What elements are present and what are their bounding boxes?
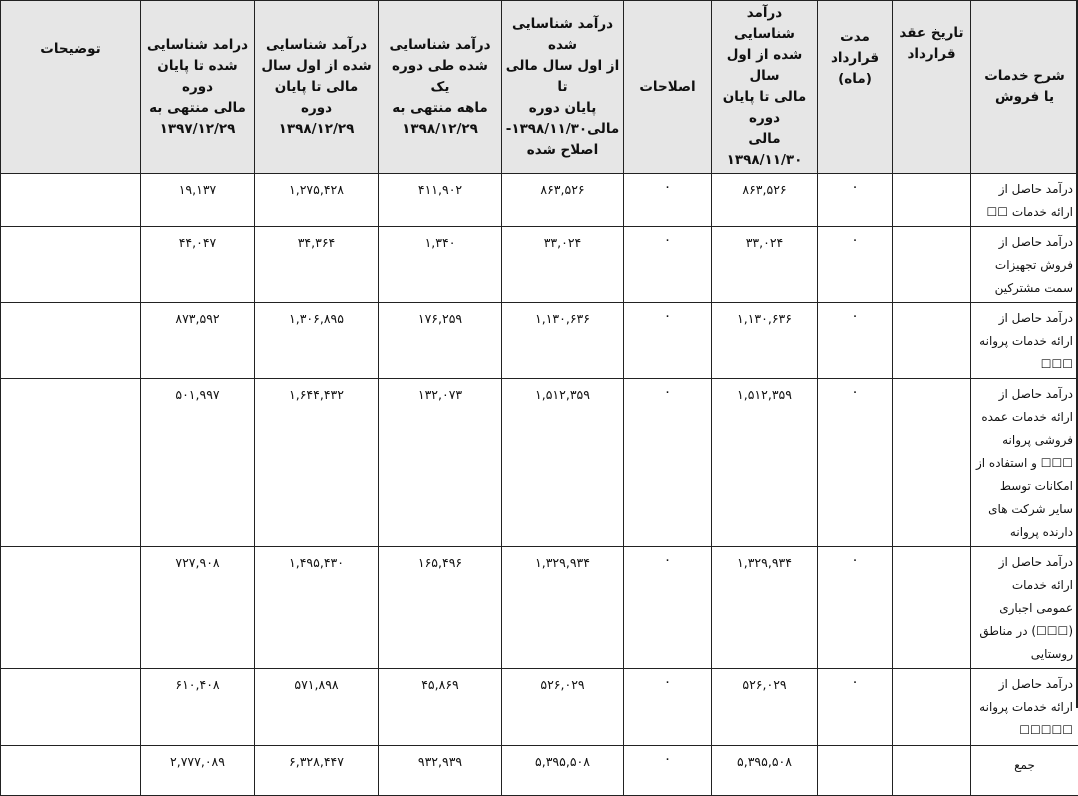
row-ytd-1398-11-30: ۳۳,۰۲۴	[712, 227, 818, 303]
row-adjustments: ۰	[624, 303, 712, 379]
row-ytd-adjusted: ۵۲۶,۰۲۹	[502, 669, 624, 746]
row-ytd-1398-12-29: ۱,۴۹۵,۴۳۰	[255, 547, 379, 669]
row-adjustments: ۰	[624, 174, 712, 227]
row-ytd-1398-11-30: ۱,۳۲۹,۹۳۴	[712, 547, 818, 669]
header-row	[1, 1, 1078, 174]
row-ytd-adjusted: ۳۳,۰۲۴	[502, 227, 624, 303]
total-adjustments: ۰	[624, 746, 712, 796]
header-description: شرح خدمات یا فروش	[971, 1, 1078, 174]
row-notes	[1, 547, 141, 669]
row-ytd-adjusted: ۱,۱۳۰,۶۳۶	[502, 303, 624, 379]
row-contract-date	[893, 303, 971, 379]
table-row	[1, 174, 1078, 227]
table-row	[1, 547, 1078, 669]
header-notes: توضیحات	[1, 1, 141, 174]
row-ytd-1398-11-30: ۵۲۶,۰۲۹	[712, 669, 818, 746]
row-description: درآمد حاصل از ارائه خدمات ☐☐	[971, 174, 1078, 227]
row-notes	[1, 227, 141, 303]
row-description: درآمد حاصل از فروش تجهیزات سمت مشترکین	[971, 227, 1078, 303]
header-contract-date: تاریخ عقد قرارداد	[893, 1, 971, 174]
total-duration	[818, 746, 893, 796]
row-notes	[1, 379, 141, 547]
row-to-1397-12-29: ۴۴,۰۴۷	[141, 227, 255, 303]
row-ytd-1398-11-30: ۸۶۳,۵۲۶	[712, 174, 818, 227]
row-month-1398-12-29: ۱۷۶,۲۵۹	[379, 303, 502, 379]
row-ytd-1398-12-29: ۳۴,۳۶۴	[255, 227, 379, 303]
row-month-1398-12-29: ۴۱۱,۹۰۲	[379, 174, 502, 227]
row-ytd-1398-11-30: ۱,۱۳۰,۶۳۶	[712, 303, 818, 379]
row-to-1397-12-29: ۵۰۱,۹۹۷	[141, 379, 255, 547]
row-notes	[1, 303, 141, 379]
row-month-1398-12-29: ۴۵,۸۶۹	[379, 669, 502, 746]
row-duration: ۰	[818, 227, 893, 303]
row-duration: ۰	[818, 547, 893, 669]
header-month-1398-12-29: درآمد شناسایی شده طی دوره یک ماهه منتهی به ۱۳۹۸/۱۲/۲۹	[379, 1, 502, 174]
row-to-1397-12-29: ۱۹,۱۳۷	[141, 174, 255, 227]
row-adjustments: ۰	[624, 669, 712, 746]
table-row	[1, 669, 1078, 746]
row-adjustments: ۰	[624, 227, 712, 303]
header-ytd-adjusted: درآمد شناسایی شده از اول سال مالی تا پایان دوره مالی۱۳۹۸/۱۱/۳۰- اصلاح شده	[502, 1, 624, 174]
total-month-1398-12-29: ۹۳۲,۹۳۹	[379, 746, 502, 796]
row-duration: ۰	[818, 379, 893, 547]
row-description: درآمد حاصل از ارائه خدمات پروانه ☐☐☐	[971, 303, 1078, 379]
row-description: درآمد حاصل از ارائه خدمات عمومی اجباری (☐☐☐) در مناطق روستایی	[971, 547, 1078, 669]
row-ytd-adjusted: ۱,۵۱۲,۳۵۹	[502, 379, 624, 547]
row-ytd-1398-12-29: ۱,۶۴۴,۴۳۲	[255, 379, 379, 547]
row-ytd-1398-12-29: ۵۷۱,۸۹۸	[255, 669, 379, 746]
table-row	[1, 303, 1078, 379]
header-ytd-1398-11-30: درآمد شناسایی شده از اول سال مالی تا پایان دوره مالی ۱۳۹۸/۱۱/۳۰	[712, 1, 818, 174]
row-to-1397-12-29: ۸۷۳,۵۹۲	[141, 303, 255, 379]
row-contract-date	[893, 227, 971, 303]
row-ytd-1398-12-29: ۱,۳۰۶,۸۹۵	[255, 303, 379, 379]
total-label: جمع	[971, 746, 1078, 796]
total-ytd-adjusted: ۵,۳۹۵,۵۰۸	[502, 746, 624, 796]
row-contract-date	[893, 669, 971, 746]
row-ytd-adjusted: ۱,۳۲۹,۹۳۴	[502, 547, 624, 669]
row-notes	[1, 669, 141, 746]
row-ytd-1398-11-30: ۱,۵۱۲,۳۵۹	[712, 379, 818, 547]
table-row	[1, 379, 1078, 547]
row-month-1398-12-29: ۱۳۲,۰۷۳	[379, 379, 502, 547]
header-contract-duration: مدت قرارداد (ماه)	[818, 1, 893, 174]
row-duration: ۰	[818, 174, 893, 227]
row-to-1397-12-29: ۶۱۰,۴۰۸	[141, 669, 255, 746]
total-contract-date	[893, 746, 971, 796]
header-adjustments: اصلاحات	[624, 1, 712, 174]
row-month-1398-12-29: ۱۶۵,۴۹۶	[379, 547, 502, 669]
table-row	[1, 227, 1078, 303]
row-duration: ۰	[818, 303, 893, 379]
total-to-1397-12-29: ۲,۷۷۷,۰۸۹	[141, 746, 255, 796]
row-notes	[1, 174, 141, 227]
row-description: درآمد حاصل از ارائه خدمات پروانه ☐☐☐☐☐	[971, 669, 1078, 746]
header-to-1397-12-29: درامد شناسایی شده تا پایان دوره مالی منتهی به ۱۳۹۷/۱۲/۲۹	[141, 1, 255, 174]
row-adjustments: ۰	[624, 547, 712, 669]
row-ytd-adjusted: ۸۶۳,۵۲۶	[502, 174, 624, 227]
row-to-1397-12-29: ۷۲۷,۹۰۸	[141, 547, 255, 669]
row-contract-date	[893, 379, 971, 547]
row-contract-date	[893, 547, 971, 669]
row-contract-date	[893, 174, 971, 227]
total-ytd-1398-11-30: ۵,۳۹۵,۵۰۸	[712, 746, 818, 796]
row-ytd-1398-12-29: ۱,۲۷۵,۴۲۸	[255, 174, 379, 227]
header-ytd-1398-12-29: درآمد شناسایی شده از اول سال مالی تا پایان دوره ۱۳۹۸/۱۲/۲۹	[255, 1, 379, 174]
row-description: درآمد حاصل از ارائه خدمات عمده فروشی پروانه ☐☐☐ و استفاده از امکانات توسط سایر شرکت های دارنده پروانه	[971, 379, 1078, 547]
total-ytd-1398-12-29: ۶,۳۲۸,۴۴۷	[255, 746, 379, 796]
total-notes	[1, 746, 141, 796]
row-duration: ۰	[818, 669, 893, 746]
row-month-1398-12-29: ۱,۳۴۰	[379, 227, 502, 303]
row-adjustments: ۰	[624, 379, 712, 547]
total-row	[1, 746, 1078, 796]
